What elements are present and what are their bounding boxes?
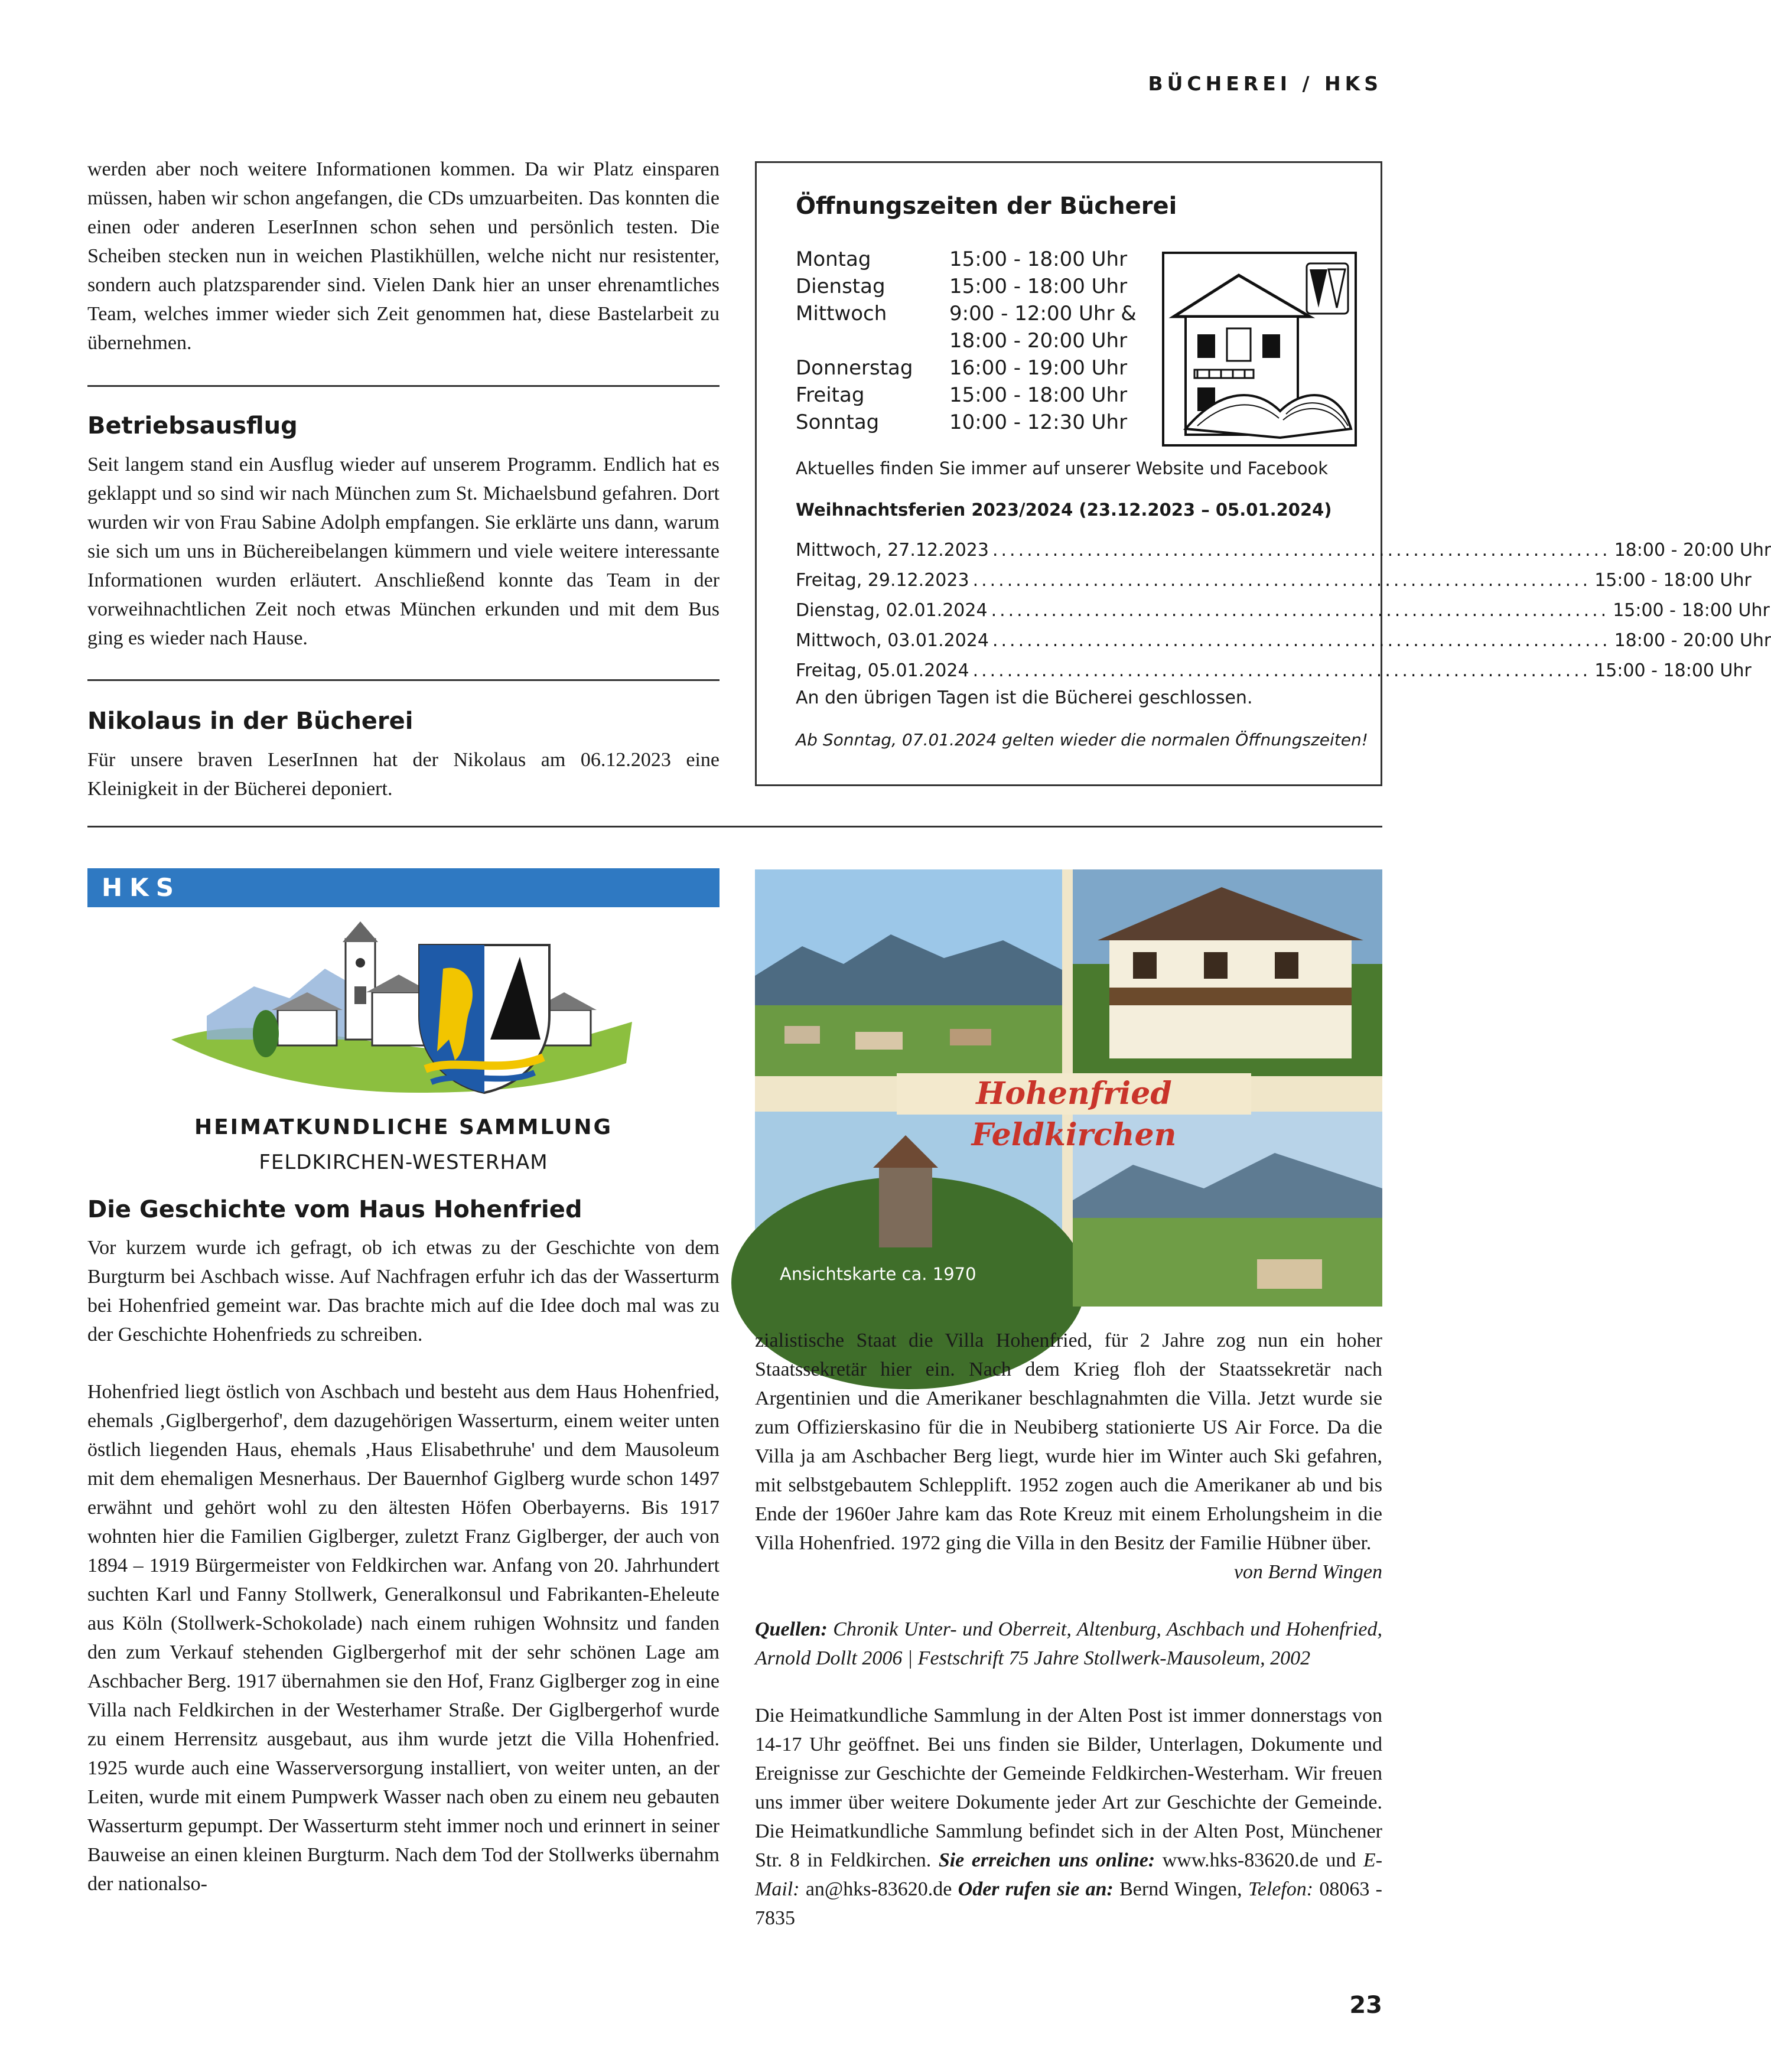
and-word: und: [1326, 1849, 1356, 1871]
hours-title: Öffnungszeiten der Bücherei: [796, 193, 1177, 220]
opening-hours-box: [755, 161, 1771, 786]
section-divider: [87, 826, 1382, 828]
holiday-hours-table: [796, 535, 1771, 686]
holiday-time: 18:00 - 20:00 Uhr: [1614, 540, 1771, 561]
hours-time: 10:00 - 12:30 Uhr: [949, 411, 1128, 434]
hours-time: 16:00 - 19:00 Uhr: [949, 356, 1128, 380]
hours-row: [796, 327, 1137, 354]
leader-dots: ........................................................................: [991, 600, 1610, 621]
postcard-caption: Ansichtskarte ca. 1970: [780, 1264, 976, 1284]
hks-banner: [87, 868, 720, 907]
leader-dots: ........................................................................: [972, 570, 1591, 591]
holiday-time: 15:00 - 18:00 Uhr: [1594, 570, 1752, 591]
postcard-image: [755, 869, 1382, 1307]
leader-dots: ........................................................................: [992, 540, 1611, 561]
betriebsausflug-text: Seit langem stand ein Ausflug wieder auf unserem Programm. Endlich hat es geklappt und so sind wir nach München zum St. Michaelsbund gefahren. Dort wurden wir von Frau Sabine Adolph empfangen. Sie erklärte uns dann, warum sie sich um uns in Büchereibelangen kümmern und viele weitere interessante Informationen wurden erläutert. Anschließend konnte das Team in der vorweihnachtlichen Zeit noch etwas München erkunden und mit dem Bus ging es wieder nach Hause.: [87, 454, 720, 649]
holiday-date: Mittwoch, 27.12.2023: [796, 540, 989, 561]
hours-row: [796, 409, 1137, 436]
divider: [87, 385, 720, 387]
hours-row: [796, 273, 1137, 300]
logo-subtitle: FELDKIRCHEN-WESTERHAM: [259, 1151, 548, 1174]
phone-name: Bernd Wingen,: [1119, 1878, 1242, 1900]
phone-label: Oder rufen sie an:: [958, 1878, 1114, 1900]
hours-time: 18:00 - 20:00 Uhr: [949, 329, 1128, 353]
hours-row: [796, 382, 1137, 409]
hours-row: [796, 246, 1137, 273]
hours-day: [796, 327, 949, 354]
article-paragraph-3: [755, 1326, 1382, 1586]
online-label: Sie erreichen uns online:: [938, 1849, 1155, 1871]
betriebsausflug-title: Betriebsausflug: [87, 412, 298, 439]
hours-day: Montag: [796, 247, 871, 271]
hks-info: [755, 1701, 1382, 1933]
leader-dots: ........................................................................: [992, 630, 1611, 651]
article-paragraph-1: Vor kurzem wurde ich gefragt, ob ich etwas zu der Geschichte von dem Burgturm bei Aschbach wisse. Auf Nachfragen erfuhr ich das der Wasserturm bei Hohenfried gemeint war. Das brachte mich auf die Idee doch mal was zu der Geschichte Hohenfrieds zu schreiben.: [87, 1237, 720, 1346]
closed-note: An den übrigen Tagen ist die Bücherei geschlossen.: [796, 688, 1253, 708]
normal-hours-note: Ab Sonntag, 07.01.2024 gelten wieder die normalen Öffnungszeiten!: [796, 730, 1368, 750]
hks-info-text: Die Heimatkundliche Sammlung in der Alten Post ist immer donnerstags von 14-17 Uhr geöffnet. Bei uns finden sie Bilder, Unterlagen, Dokumente und Ereignisse zur Geschichte der Gemeinde Feldkirchen-Westerham. Wir freuen uns immer über weitere Dokumente jeder Art zur Geschichte der Gemeinde. Die Heimatkundliche Sammlung befindet sich in der Alten Post, Münchener Str. 8 in Feldkirchen.: [755, 1705, 1382, 1871]
hours-time: 9:00 - 12:00 Uhr &: [949, 302, 1137, 325]
library-building-illustration: [1162, 252, 1357, 447]
hours-time: 15:00 - 18:00 Uhr: [949, 247, 1128, 271]
holiday-row: [796, 565, 1752, 595]
nikolaus-title: Nikolaus in der Bücherei: [87, 708, 414, 735]
email-link[interactable]: an@hks-83620.de: [805, 1878, 952, 1900]
phone-word: Telefon:: [1248, 1878, 1314, 1900]
intro-paragraph: werden aber noch weitere Informationen kommen. Da wir Platz einsparen müssen, haben wir schon angefangen, die CDs umzuarbeiten. Das konnten die einen oder anderen LeserInnen schon sehen und persönlich testen. Die Scheiben stecken nun in weichen Plastikhüllen, welche nicht nur resistenter, sondern auch platzsparender sind. Vielen Dank hier an unser ehrenamtliches Team, welches immer wieder sich Zeit genommen hat, diese Bastelarbeit zu übernehmen.: [87, 158, 720, 354]
sources-label: Quellen:: [755, 1618, 828, 1640]
hours-day: Sonntag: [796, 411, 880, 434]
hks-banner-label: HKS: [102, 873, 181, 902]
website-link[interactable]: www.hks-83620.de: [1162, 1849, 1319, 1871]
hours-row: [796, 354, 1137, 382]
hours-day: Dienstag: [796, 275, 886, 298]
holiday-title: Weihnachtsferien 2023/2024 (23.12.2023 – 05.01.2024): [796, 500, 1332, 520]
sources: [755, 1615, 1382, 1673]
logo-title: HEIMATKUNDLICHE SAMMLUNG: [194, 1115, 613, 1139]
phone-number: 08063 - 7835: [755, 1878, 1383, 1929]
hours-row: [796, 300, 1137, 327]
author: von Bernd Wingen: [1233, 1561, 1382, 1583]
article-paragraph-2: Hohenfried liegt östlich von Aschbach und besteht aus dem Haus Hohenfried, ehemals ‚Giglbergerhof', dem dazugehörigen Wasserturm, einem weiter unten östlich liegenden Haus, ehemals ‚Haus Elisabethruhe' und dem Mausoleum mit dem ehemaligen Mesnerhaus. Der Bauernhof Giglberg wurde schon 1497 erwähnt und gehört wohl zu den ältesten Höfen Oberbayerns. Bis 1917 wohnten hier die Familien Giglberger, zuletzt Franz Giglberger, der auch von 1894 – 1919 Bürgermeister von Feldkirchen war. Anfang von 20. Jahrhundert suchten Karl und Fanny Stollwerk, Generalkonsul und Fabrikanten-Eheleute aus Köln (Stollwerk-Schokolade) nach einem ruhigen Wohnsitz und fanden den zum Verkauf stehenden Giglbergerhof mit der sehr schönen Lage am Aschbacher Berg. 1917 übernahmen sie den Hof, Franz Giglberger zog in eine Villa nach Feldkirchen in der Westerhamer Straße. Der Giglbergerhof wurde zu einem Herrensitz ausgebaut, aus ihm wurde jetzt die Villa Hohenfried. 1925 wurde auch eine Wasserversorgung installiert, von weiter unten, an der Leiten, wurde mit einem Pumpwerk Wasser nach oben zu einem neu gebauten Wasserturm gepumpt. Der Wasserturm steht immer noch und erinnert in seiner Bauweise an einen kleinen Burgturm. Nach dem Tod der Stollwerks übernahm der nationalso-: [87, 1381, 720, 1895]
holiday-date: Freitag, 29.12.2023: [796, 570, 969, 591]
leader-dots: ........................................................................: [972, 660, 1591, 681]
hours-day: Freitag: [796, 383, 865, 407]
regular-hours-table: [796, 246, 1137, 436]
holiday-date: Freitag, 05.01.2024: [796, 660, 969, 681]
section-tag: BÜCHEREI / HKS: [1148, 72, 1382, 95]
holiday-row: [796, 656, 1752, 686]
holiday-date: Dienstag, 02.01.2024: [796, 600, 988, 621]
holiday-time: 18:00 - 20:00 Uhr: [1614, 630, 1771, 651]
hours-time: 15:00 - 18:00 Uhr: [949, 275, 1128, 298]
hours-day: Donnerstag: [796, 356, 913, 380]
website-note: Aktuelles finden Sie immer auf unserer Website und Facebook: [796, 458, 1329, 478]
holiday-date: Mittwoch, 03.01.2024: [796, 630, 989, 651]
postcard-title: Hohenfried Feldkirchen: [897, 1073, 1251, 1115]
nikolaus-text: Für unsere braven LeserInnen hat der Nikolaus am 06.12.2023 eine Kleinigkeit in der Bücherei deponiert.: [87, 749, 720, 800]
divider: [87, 679, 720, 681]
email-label: E-Mail:: [755, 1849, 1383, 1900]
sources-text: Chronik Unter- und Oberreit, Altenburg, Aschbach und Hohenfried, Arnold Dollt 2006 | Festschrift 75 Jahre Stollwerk-Mausoleum, 2002: [755, 1618, 1383, 1669]
hours-day: Mittwoch: [796, 302, 887, 325]
article-title: Die Geschichte vom Haus Hohenfried: [87, 1196, 582, 1223]
holiday-row: [796, 595, 1770, 625]
holiday-time: 15:00 - 18:00 Uhr: [1613, 600, 1770, 621]
holiday-row: [796, 535, 1771, 565]
hks-logo-illustration: [171, 921, 632, 1099]
holiday-row: [796, 625, 1771, 656]
article-paragraph-3-text: zialistische Staat die Villa Hohenfried, für 2 Jahre zog nun ein hoher Staatssekretär hier ein. Nach dem Krieg floh der Staatssekretär nach Argentinien und die Amerikaner beschlagnahmten die Villa. Jetzt wurde sie zum Offizierskasino für die in Neubiberg stationierte US Air Force. Da die Villa ja am Aschbacher Berg liegt, wurde hier im Winter auch Ski gefahren, mit selbstgebautem Schlepplift. 1952 zogen auch die Amerikaner ab und bis Ende der 1960er Jahre kam das Rote Kreuz mit einem Erholungsheim in die Villa Hohenfried. 1972 ging die Villa in den Besitz der Familie Hübner über.: [755, 1330, 1382, 1554]
hours-time: 15:00 - 18:00 Uhr: [949, 383, 1128, 407]
page-number: 23: [1349, 1992, 1382, 2019]
holiday-time: 15:00 - 18:00 Uhr: [1594, 660, 1752, 681]
